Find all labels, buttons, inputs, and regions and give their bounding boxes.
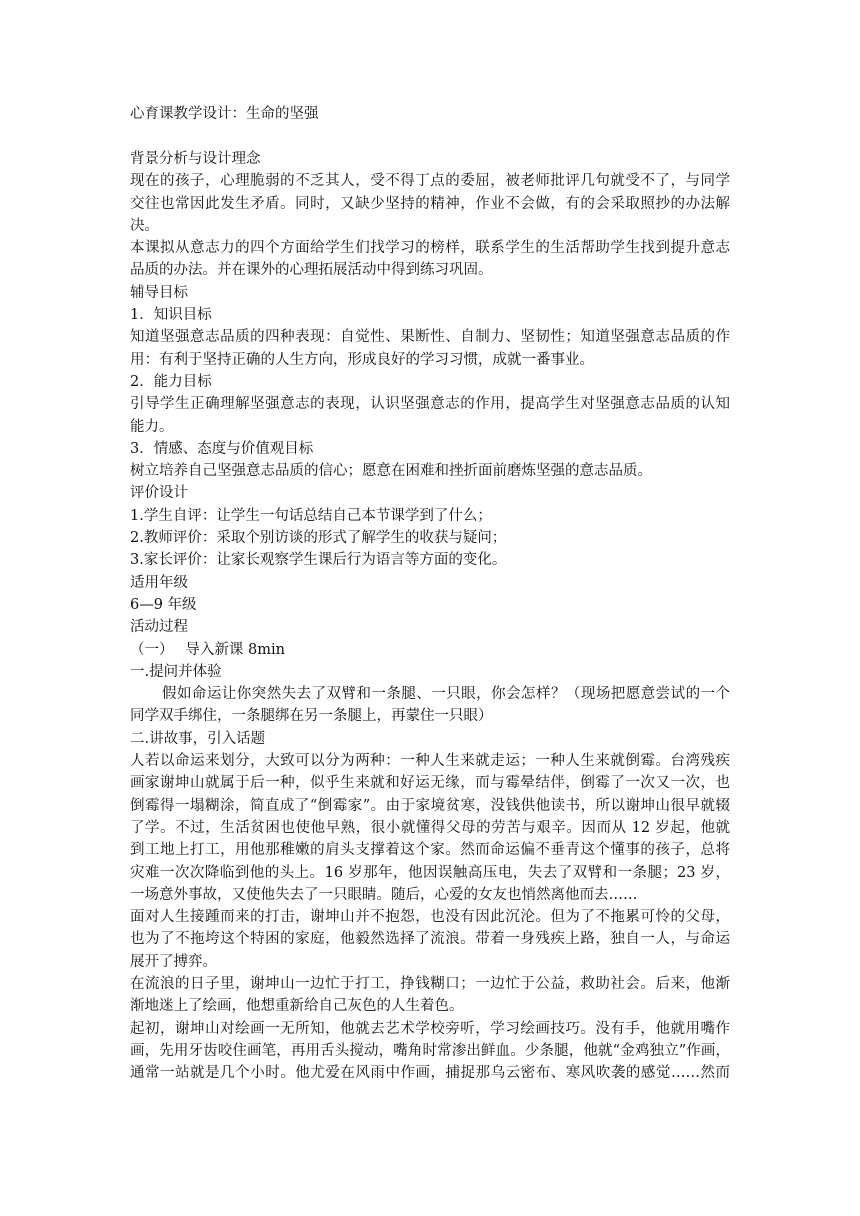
text-line: 灾难一次次降临到他的头上。16 岁那年，他因误触高压电，失去了双臂和一条腿；23 岁， bbox=[130, 864, 730, 881]
text-line: 1.学生自评：让学生一句话总结自己本节课学到了什么； bbox=[130, 507, 492, 524]
text-line: 一.提问并体验 bbox=[130, 663, 222, 680]
text-line: 渐地迷上了绘画，他想重新给自己灰色的人生着色。 bbox=[130, 998, 464, 1015]
text-line: 活动过程 bbox=[130, 619, 188, 636]
text-line: 背景分析与设计理念 bbox=[130, 151, 261, 167]
text-line: 倒霉得一塌糊涂，简直成了“倒霉家”。由于家境贫寒，没钱供他读书，所以谢坤山很早就辍 bbox=[130, 797, 730, 814]
text-line: 6—9 年级 bbox=[130, 596, 197, 613]
text-line: 交往也常因此发生矛盾。同时，又缺少坚持的精神，作业不会做，有的会采取照抄的办法解 bbox=[130, 195, 730, 212]
text-line: 3．情感、态度与价值观目标 bbox=[130, 440, 314, 457]
text-line: （一） 导入新课 8min bbox=[130, 641, 285, 658]
text-line: 也为了不拖垮这个特困的家庭，他毅然选择了流浪。带着一身残疾上路，独自一人，与命运 bbox=[130, 931, 730, 948]
text-line: 树立培养自己坚强意志品质的信心；愿意在困难和挫折面前磨炼坚强的意志品质。 bbox=[130, 463, 652, 480]
text-line: 了学。不过，生活贫困也使他早熟，很小就懂得父母的劳苦与艰辛。因而从 12 岁起，他就 bbox=[130, 819, 730, 836]
text-line: 二.讲故事，引入话题 bbox=[130, 730, 266, 747]
document-title: 心育课教学设计：生命的坚强 bbox=[130, 106, 319, 122]
text-line: 一场意外事故，又使他失去了一只眼睛。随后，心爱的女友也悄然离他而去…… bbox=[130, 886, 638, 903]
text-line: 能力。 bbox=[130, 418, 174, 435]
document-body bbox=[130, 148, 730, 1084]
text-line: 3.家长评价：让家长观察学生课后行为语言等方面的变化。 bbox=[130, 552, 507, 569]
text-line: 决。 bbox=[130, 217, 159, 234]
text-line: 人若以命运来划分，大致可以分为两种：一种人生来就走运；一种人生来就倒霉。台湾残疾 bbox=[130, 753, 730, 770]
text-line: 品质的办法。并在课外的心理拓展活动中得到练习巩固。 bbox=[130, 262, 493, 279]
text-line: 本课拟从意志力的四个方面给学生们找学习的榜样，联系学生的生活帮助学生找到提升意志 bbox=[130, 240, 730, 257]
text-line: 假如命运让你突然失去了双臂和一条腿、一只眼，你会怎样？（现场把愿意尝试的一个 bbox=[162, 686, 730, 703]
text-line: 在流浪的日子里，谢坤山一边忙于打工，挣钱糊口；一边忙于公益，救助社会。后来，他渐 bbox=[130, 975, 730, 992]
text-line: 同学双手绑住，一条腿绑在另一条腿上，再蒙住一只眼） bbox=[130, 708, 493, 725]
text-line: 知道坚强意志品质的四种表现：自觉性、果断性、自制力、坚韧性；知道坚强意志品质的作 bbox=[130, 329, 730, 346]
text-line: 评价设计 bbox=[130, 485, 188, 502]
text-line: 2.教师评价：采取个别访谈的形式了解学生的收获与疑问； bbox=[130, 530, 507, 547]
text-line: 画家谢坤山就属于后一种，似乎生来就和好运无缘，而与霉晕结伴，倒霉了一次又一次，也 bbox=[130, 775, 730, 792]
text-line: 画，先用牙齿咬住画笔，再用舌头搅动，嘴角时常渗出鲜血。少条腿，他就“金鸡独立”作画， bbox=[130, 1042, 730, 1059]
text-line: 展开了搏弈。 bbox=[130, 953, 217, 970]
text-line: 引导学生正确理解坚强意志的表现，认识坚强意志的作用，提高学生对坚强意志品质的认知 bbox=[130, 396, 730, 413]
text-line: 到工地上打工，用他那稚嫩的肩头支撑着这个家。然而命运偏不垂青这个懂事的孩子，总将 bbox=[130, 842, 730, 859]
text-line: 起初，谢坤山对绘画一无所知，他就去艺术学校旁听，学习绘画技巧。没有手，他就用嘴作 bbox=[130, 1020, 730, 1037]
text-line: 辅导目标 bbox=[130, 284, 188, 301]
text-line: 2．能力目标 bbox=[130, 373, 212, 390]
text-line: 通常一站就是几个小时。他尤爱在风雨中作画，捕捉那乌云密布、寒风吹袭的感觉……然而 bbox=[130, 1065, 730, 1082]
text-line: 现在的孩子，心理脆弱的不乏其人，受不得丁点的委屈，被老师批评几句就受不了，与同学 bbox=[130, 173, 730, 190]
text-line: 适用年级 bbox=[130, 574, 188, 591]
text-line: 用：有利于坚持正确的人生方向，形成良好的学习习惯，成就一番事业。 bbox=[130, 351, 594, 368]
text-line: 面对人生接踵而来的打击，谢坤山并不抱怨，也没有因此沉沦。但为了不拖累可怜的父母， bbox=[130, 909, 730, 926]
text-line: 1．知识目标 bbox=[130, 307, 212, 324]
